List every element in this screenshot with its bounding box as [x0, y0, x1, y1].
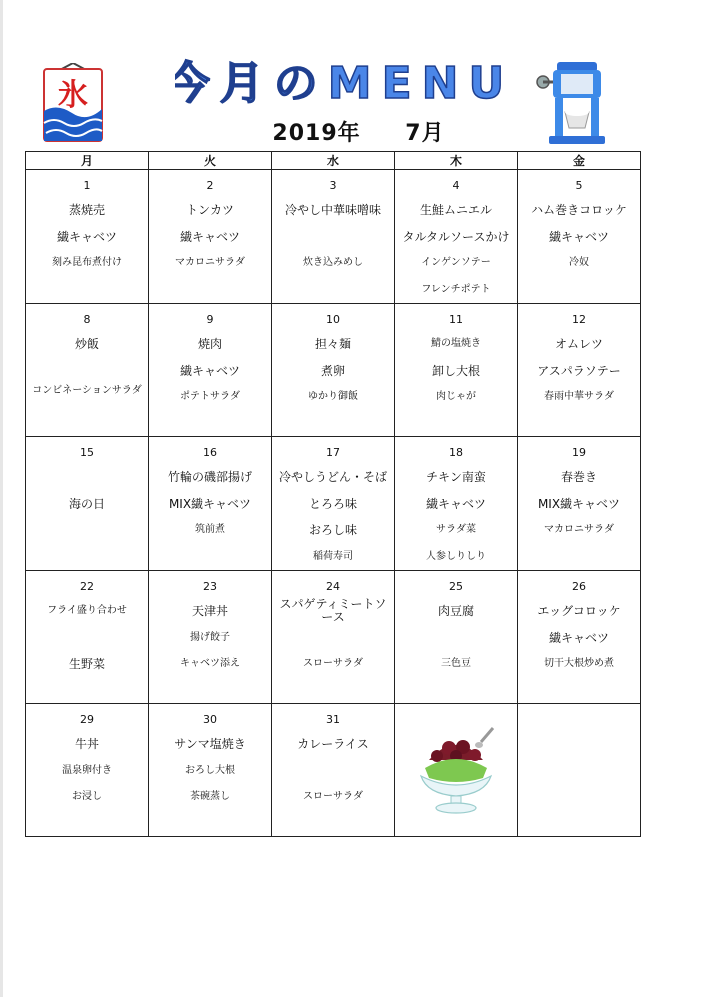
- day-cell: [395, 170, 518, 304]
- day-number: 17: [326, 446, 340, 459]
- menu-item: 冷やし中華味噌味: [284, 203, 381, 217]
- menu-item: 炒飯: [74, 337, 99, 351]
- menu-item: 冷奴: [569, 257, 589, 268]
- day-number: 24: [326, 580, 340, 593]
- menu-items: [26, 598, 148, 678]
- day-cell: [272, 437, 395, 571]
- menu-item: [26, 358, 148, 385]
- day-cell: [26, 304, 149, 437]
- menu-item: タルタルソースかけ: [402, 229, 510, 244]
- menu-item: 温泉卵付き: [62, 764, 112, 776]
- menu-item: 海の日: [68, 496, 105, 511]
- day-number: 16: [203, 446, 217, 459]
- menu-item: 揚げ餃子: [190, 631, 230, 643]
- month-label: 7月: [405, 121, 445, 146]
- menu-items: [149, 598, 271, 678]
- menu-items: [26, 464, 148, 517]
- day-cell: [518, 170, 641, 304]
- menu-item: [272, 224, 394, 251]
- day-cell: [26, 704, 149, 837]
- menu-item: [272, 625, 394, 652]
- menu-item: 稲荷寿司: [313, 550, 353, 562]
- day-cell: [26, 437, 149, 571]
- menu-items: [26, 197, 148, 277]
- menu-item: 三色豆: [441, 658, 471, 669]
- day-number: 15: [80, 446, 94, 459]
- weekday-header: 月: [26, 152, 149, 170]
- day-cell: [26, 571, 149, 704]
- menu-items: [272, 598, 394, 678]
- menu-items: [149, 731, 271, 811]
- menu-item: 刻み昆布煮付け: [52, 257, 122, 268]
- day-number: 3: [329, 179, 337, 192]
- menu-item: キャベツ添え: [180, 658, 240, 669]
- day-number: 30: [203, 713, 217, 726]
- day-cell: [518, 704, 641, 837]
- week-row: [26, 304, 641, 437]
- menu-items: [149, 197, 271, 277]
- menu-item: 繊キャベツ: [56, 229, 117, 244]
- menu-item: フレンチポテト: [421, 283, 491, 295]
- week-row: [26, 704, 641, 837]
- day-cell: [518, 571, 641, 704]
- menu-item: 繊キャベツ: [548, 229, 609, 244]
- menu-item: 卸し大根: [431, 363, 480, 378]
- week-row: [26, 170, 641, 304]
- menu-items: [149, 331, 271, 411]
- day-number: 9: [206, 313, 214, 326]
- menu-item: 煮卵: [320, 363, 345, 378]
- weekday-header: 金: [518, 152, 641, 170]
- weekday-header-row: [26, 152, 641, 170]
- menu-item: インゲンソテー: [421, 257, 491, 268]
- menu-items: [395, 197, 517, 303]
- menu-item: MIX繊キャベツ: [168, 496, 252, 511]
- menu-item: 竹輪の磯部揚げ: [167, 470, 252, 484]
- day-number: [518, 713, 640, 727]
- menu-items: [518, 464, 640, 544]
- day-cell: [395, 304, 518, 437]
- menu-item: [26, 625, 148, 652]
- menu-item: 炊き込みめし: [303, 257, 363, 268]
- day-number: 31: [326, 713, 340, 726]
- day-cell: [395, 437, 518, 571]
- menu-item: スパゲティミートソース: [279, 597, 387, 624]
- menu-item: オムレツ: [554, 337, 603, 351]
- menu-item: 春雨中華サラダ: [544, 391, 614, 402]
- day-number: 8: [83, 313, 91, 326]
- year-month-heading: [0, 116, 717, 147]
- menu-items: [272, 331, 394, 411]
- day-cell: [272, 170, 395, 304]
- menu-item: お浸し: [72, 791, 102, 802]
- day-cell: [518, 437, 641, 571]
- menu-items: [518, 331, 640, 411]
- weekday-header: 水: [272, 152, 395, 170]
- page-title-text: 今月のMENU: [175, 58, 505, 109]
- menu-item: スローサラダ: [303, 658, 363, 669]
- menu-items: [149, 464, 271, 544]
- menu-item: トンカツ: [185, 203, 234, 217]
- menu-items: [518, 598, 640, 678]
- menu-items: [272, 197, 394, 277]
- menu-item: 焼肉: [197, 337, 222, 351]
- day-cell: [149, 437, 272, 571]
- day-number: 2: [206, 179, 214, 192]
- menu-item: 繊キャベツ: [179, 229, 240, 244]
- menu-item: サンマ塩焼き: [174, 737, 246, 751]
- menu-item: 肉じゃが: [436, 391, 476, 402]
- menu-item: ゆかり御飯: [308, 391, 358, 402]
- day-cell: [149, 704, 272, 837]
- day-number: 19: [572, 446, 586, 459]
- week-row: [26, 571, 641, 704]
- menu-calendar: [25, 151, 641, 837]
- day-number: 5: [575, 179, 583, 192]
- day-cell: [272, 704, 395, 837]
- day-number: 1: [83, 179, 91, 192]
- day-cell: [149, 571, 272, 704]
- menu-item: MIX繊キャベツ: [537, 496, 621, 511]
- menu-items: [395, 464, 517, 570]
- menu-items: [395, 598, 517, 678]
- menu-item: 蒸焼売: [68, 203, 105, 217]
- menu-item: [26, 464, 148, 491]
- day-number: 4: [452, 179, 460, 192]
- menu-items: [272, 464, 394, 570]
- day-number: 10: [326, 313, 340, 326]
- menu-item: 冷やしうどん・そば: [278, 470, 387, 484]
- menu-items: [26, 331, 148, 411]
- menu-item: 肉豆腐: [437, 604, 474, 618]
- year-label: 2019年: [272, 121, 361, 146]
- menu-items: [518, 197, 640, 277]
- day-cell: [26, 170, 149, 304]
- menu-items: [26, 731, 148, 811]
- menu-item: おろし大根: [185, 764, 235, 776]
- menu-item: チキン南蛮: [426, 470, 486, 484]
- day-number: 26: [572, 580, 586, 593]
- menu-item: 筑前煮: [195, 524, 225, 535]
- day-cell: [272, 571, 395, 704]
- menu-item: 牛丼: [74, 737, 99, 751]
- menu-item: カレーライス: [297, 737, 369, 751]
- menu-item: 鯖の塩焼き: [431, 338, 481, 349]
- menu-item: 生野菜: [68, 657, 105, 671]
- week-row: [26, 437, 641, 571]
- day-number: 18: [449, 446, 463, 459]
- svg-text:氷: 氷: [58, 78, 88, 113]
- day-cell: [272, 304, 395, 437]
- menu-item: 人参しりしり: [426, 550, 486, 562]
- menu-item: サラダ菜: [436, 524, 476, 535]
- menu-item: エッグコロッケ: [537, 604, 621, 618]
- menu-body: [26, 170, 641, 837]
- day-cell: [149, 304, 272, 437]
- menu-item: [395, 625, 517, 652]
- menu-item: 切干大根炒め煮: [544, 658, 614, 669]
- menu-item: 茶碗蒸し: [190, 791, 230, 802]
- menu-item: マカロニサラダ: [175, 257, 245, 268]
- day-cell: [518, 304, 641, 437]
- menu-item: マカロニサラダ: [544, 524, 614, 535]
- menu-items: [272, 731, 394, 811]
- menu-item: ハム巻きコロッケ: [531, 203, 627, 217]
- menu-item: フライ盛り合わせ: [47, 605, 127, 616]
- menu-item: とろろ味: [308, 496, 357, 511]
- menu-item: ポテトサラダ: [180, 391, 240, 402]
- menu-item: 繊キャベツ: [179, 363, 240, 378]
- menu-item: 天津丼: [191, 604, 228, 618]
- day-number: 23: [203, 580, 217, 593]
- day-number: 11: [449, 313, 463, 326]
- menu-item: 生鮭ムニエル: [419, 203, 492, 217]
- day-number: 25: [449, 580, 463, 593]
- day-cell: [149, 170, 272, 304]
- menu-item: アスパラソテー: [537, 363, 621, 378]
- page-title: [175, 52, 505, 112]
- menu-item: おろし味: [308, 523, 357, 537]
- menu-item: スローサラダ: [303, 791, 363, 802]
- day-cell: [395, 571, 518, 704]
- day-number: 22: [80, 580, 94, 593]
- menu-item: 繊キャベツ: [548, 630, 609, 645]
- day-cell: [395, 704, 518, 837]
- kakigori-icon: [415, 720, 497, 816]
- menu-item: [272, 758, 394, 785]
- menu-item: 春巻き: [560, 470, 597, 484]
- menu-item: コンビネーションサラダ: [32, 385, 142, 396]
- day-number: 29: [80, 713, 94, 726]
- weekday-header: 木: [395, 152, 518, 170]
- menu-item: 繊キャベツ: [425, 496, 486, 511]
- weekday-header: 火: [149, 152, 272, 170]
- day-number: 12: [572, 313, 586, 326]
- menu-item: 担々麺: [314, 337, 351, 351]
- menu-items: [395, 331, 517, 411]
